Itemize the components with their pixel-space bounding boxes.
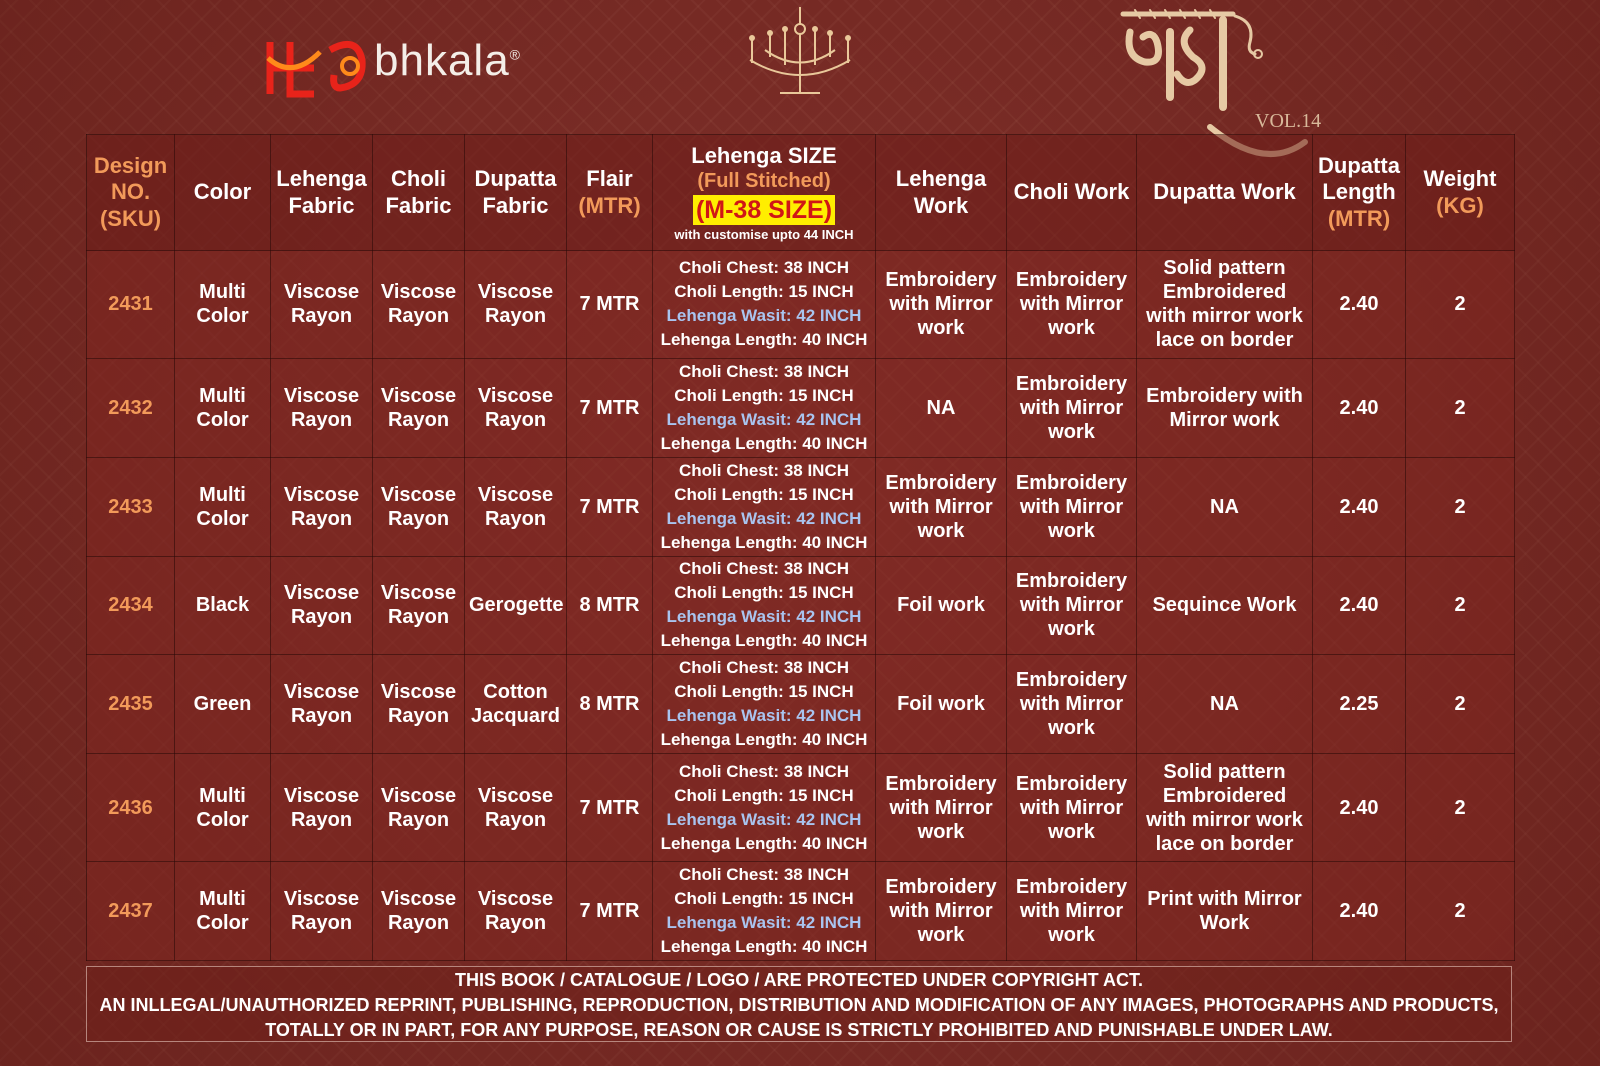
dupatta-length-cell: 2.40 [1313, 754, 1406, 862]
dupatta-length-cell: 2.40 [1313, 457, 1406, 556]
dupatta-fabric-cell: Viscose Rayon [465, 358, 567, 457]
header-lehenga-size: Lehenga SIZE (Full Stitched) (M-38 SIZE) with customise upto 44 INCH [653, 135, 876, 251]
choli-fabric-cell: Viscose Rayon [373, 457, 465, 556]
size-badge: (M-38 SIZE) [693, 195, 835, 225]
dupatta-fabric-cell: Viscose Rayon [465, 251, 567, 359]
dupatta-work-cell: Solid pattern Embroidered with mirror work lace on border [1137, 754, 1313, 862]
dupatta-work-cell: Sequince Work [1137, 556, 1313, 655]
choli-work-cell: Embroidery with Mirror work [1007, 754, 1137, 862]
lehenga-fabric-cell: Viscose Rayon [271, 556, 373, 655]
weight-cell: 2 [1406, 754, 1515, 862]
flair-cell: 7 MTR [567, 251, 653, 359]
dupatta-work-cell: NA [1137, 655, 1313, 754]
dupatta-work-cell: NA [1137, 457, 1313, 556]
dupatta-work-cell: Print with Mirror Work [1137, 862, 1313, 961]
table-body [87, 251, 1515, 961]
header-flair: Flair (MTR) [567, 135, 653, 251]
table-row [87, 754, 1515, 862]
color-cell: Green [175, 655, 271, 754]
lehenga-work-cell: Embroidery with Mirror work [876, 862, 1007, 961]
lehenga-work-cell: NA [876, 358, 1007, 457]
lehenga-fabric-cell: Viscose Rayon [271, 251, 373, 359]
size-cell: Choli Chest: 38 INCH Choli Length: 15 INCH Lehenga Wasit: 42 INCH Lehenga Length: 40 INCH [653, 251, 876, 359]
lehenga-fabric-cell: Viscose Rayon [271, 862, 373, 961]
size-cell: Choli Chest: 38 INCH Choli Length: 15 INCH Lehenga Wasit: 42 INCH Lehenga Length: 40 INCH [653, 457, 876, 556]
color-cell: Multi Color [175, 457, 271, 556]
header-weight: Weight (KG) [1406, 135, 1515, 251]
table-row [87, 862, 1515, 961]
lehenga-work-cell: Foil work [876, 556, 1007, 655]
choli-fabric-cell: Viscose Rayon [373, 251, 465, 359]
shubhkala-wordmark: bhkala® [374, 36, 521, 85]
flair-cell: 8 MTR [567, 655, 653, 754]
copyright-line-1: THIS BOOK / CATALOGUE / LOGO / ARE PROTECTED UNDER COPYRIGHT ACT. [454, 970, 1144, 990]
weight-cell: 2 [1406, 251, 1515, 359]
dupatta-fabric-cell: Viscose Rayon [465, 457, 567, 556]
color-cell: Multi Color [175, 251, 271, 359]
dupatta-fabric-cell: Cotton Jacquard [465, 655, 567, 754]
copyright-notice [86, 966, 1512, 1042]
choli-fabric-cell: Viscose Rayon [373, 556, 465, 655]
size-cell: Choli Chest: 38 INCH Choli Length: 15 INCH Lehenga Wasit: 42 INCH Lehenga Length: 40 INCH [653, 862, 876, 961]
choli-fabric-cell: Viscose Rayon [373, 862, 465, 961]
size-cell: Choli Chest: 38 INCH Choli Length: 15 INCH Lehenga Wasit: 42 INCH Lehenga Length: 40 INCH [653, 556, 876, 655]
catalogue-table [86, 134, 1515, 961]
lehenga-fabric-cell: Viscose Rayon [271, 655, 373, 754]
choli-fabric-cell: Viscose Rayon [373, 754, 465, 862]
header-color: Color [175, 135, 271, 251]
header-dupatta-length: Dupatta Length (MTR) [1313, 135, 1406, 251]
dupatta-work-cell: Embroidery with Mirror work [1137, 358, 1313, 457]
shubhkala-logo [262, 30, 532, 105]
flair-cell: 7 MTR [567, 754, 653, 862]
lehenga-fabric-cell: Viscose Rayon [271, 754, 373, 862]
weight-cell: 2 [1406, 655, 1515, 754]
lehenga-fabric-cell: Viscose Rayon [271, 358, 373, 457]
table-header-row [87, 135, 1515, 251]
chandelier-icon [740, 5, 860, 100]
lehenga-work-cell: Foil work [876, 655, 1007, 754]
copyright-line-2: AN INLLEGAL/UNAUTHORIZED REPRINT, PUBLISHING, REPRODUCTION, DISTRIBUTION AND MODIFICATION OF ANY IMAGES, PHOTOGRAPHS AND PRODUCTS, [99, 995, 1499, 1015]
table-row [87, 251, 1515, 359]
dupatta-length-cell: 2.40 [1313, 862, 1406, 961]
flair-cell: 7 MTR [567, 358, 653, 457]
choli-work-cell: Embroidery with Mirror work [1007, 556, 1137, 655]
design-sku-cell: 2432 [87, 358, 175, 457]
lehenga-work-cell: Embroidery with Mirror work [876, 251, 1007, 359]
header-dupatta-fabric: Dupatta Fabric [465, 135, 567, 251]
color-cell: Multi Color [175, 754, 271, 862]
dupatta-length-cell: 2.40 [1313, 358, 1406, 457]
header-design-no: Design NO. (SKU) [87, 135, 175, 251]
design-sku-cell: 2436 [87, 754, 175, 862]
header-dupatta-work: Dupatta Work [1137, 135, 1313, 251]
swastik-icon [262, 30, 377, 105]
weight-cell: 2 [1406, 556, 1515, 655]
color-cell: Multi Color [175, 358, 271, 457]
size-cell: Choli Chest: 38 INCH Choli Length: 15 INCH Lehenga Wasit: 42 INCH Lehenga Length: 40 INCH [653, 655, 876, 754]
dupatta-length-cell: 2.40 [1313, 251, 1406, 359]
color-cell: Black [175, 556, 271, 655]
weight-cell: 2 [1406, 457, 1515, 556]
table-row [87, 358, 1515, 457]
choli-work-cell: Embroidery with Mirror work [1007, 862, 1137, 961]
table-row [87, 457, 1515, 556]
lehenga-work-cell: Embroidery with Mirror work [876, 457, 1007, 556]
header-choli-fabric: Choli Fabric [373, 135, 465, 251]
design-sku-cell: 2434 [87, 556, 175, 655]
page-header [0, 0, 1600, 135]
flair-cell: 7 MTR [567, 457, 653, 556]
weight-cell: 2 [1406, 862, 1515, 961]
dupatta-fabric-cell: Viscose Rayon [465, 754, 567, 862]
table-row [87, 556, 1515, 655]
dupatta-length-cell: 2.25 [1313, 655, 1406, 754]
copyright-line-3: TOTALLY OR IN PART, FOR ANY PURPOSE, REASON OR CAUSE IS STRICTLY PROHIBITED AND PUNISHABLE UNDER LAW. [265, 1020, 1333, 1040]
flair-cell: 8 MTR [567, 556, 653, 655]
size-cell: Choli Chest: 38 INCH Choli Length: 15 INCH Lehenga Wasit: 42 INCH Lehenga Length: 40 INCH [653, 358, 876, 457]
table-row [87, 655, 1515, 754]
dupatta-fabric-cell: Gerogette [465, 556, 567, 655]
dupatta-fabric-cell: Viscose Rayon [465, 862, 567, 961]
lehenga-fabric-cell: Viscose Rayon [271, 457, 373, 556]
weight-cell: 2 [1406, 358, 1515, 457]
volume-label: VOL.14 [1255, 110, 1322, 132]
design-sku-cell: 2433 [87, 457, 175, 556]
size-cell: Choli Chest: 38 INCH Choli Length: 15 INCH Lehenga Wasit: 42 INCH Lehenga Length: 40 INCH [653, 754, 876, 862]
choli-work-cell: Embroidery with Mirror work [1007, 358, 1137, 457]
choli-fabric-cell: Viscose Rayon [373, 655, 465, 754]
flair-cell: 7 MTR [567, 862, 653, 961]
dupatta-work-cell: Solid pattern Embroidered with mirror work lace on border [1137, 251, 1313, 359]
color-cell: Multi Color [175, 862, 271, 961]
choli-work-cell: Embroidery with Mirror work [1007, 457, 1137, 556]
header-lehenga-work: Lehenga Work [876, 135, 1007, 251]
header-lehenga-fabric: Lehenga Fabric [271, 135, 373, 251]
choli-work-cell: Embroidery with Mirror work [1007, 655, 1137, 754]
design-sku-cell: 2437 [87, 862, 175, 961]
design-sku-cell: 2435 [87, 655, 175, 754]
choli-fabric-cell: Viscose Rayon [373, 358, 465, 457]
design-sku-cell: 2431 [87, 251, 175, 359]
header-choli-work: Choli Work [1007, 135, 1137, 251]
dupatta-length-cell: 2.40 [1313, 556, 1406, 655]
choli-work-cell: Embroidery with Mirror work [1007, 251, 1137, 359]
lehenga-work-cell: Embroidery with Mirror work [876, 754, 1007, 862]
